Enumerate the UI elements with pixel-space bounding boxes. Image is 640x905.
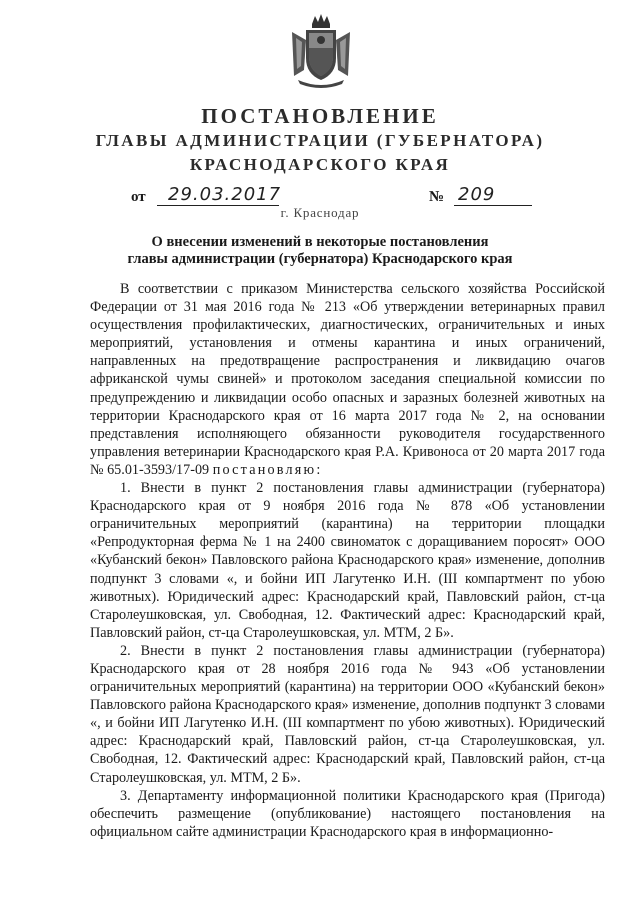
- decree-word: постановляю:: [212, 461, 323, 478]
- number-label: №: [429, 189, 445, 205]
- paragraph-1: 1. Внести в пункт 2 постановления главы администрации (губернатора) Краснодарского края от 9 ноября 2016 года № 878 «Об установлении ограничительных мероприятий (карантина) на территории площадки «Репродукторная ферма № 1 на 2400 свиноматок с доращиванием поросят» ООО «Кубанский бекон» Павловского района Краснодарского края» изменение, дополнив подпункт 3 словами «, и бойни ИП Лагутенко И.Н. (III компартмент по убою животных). Юридический адрес: Краснодарский край, Павловский район, ст-ца Старолеушковская, ул. Свободная, 12. Фактический адрес: Краснодарский край, Павловский район, ст-ца Старолеушковская, ул. МТМ, 2 Б».: [90, 480, 605, 641]
- title-line-2: главы администрации (губернатора) Краснодарского края: [127, 251, 513, 267]
- number-value: 209: [458, 184, 496, 205]
- title-line-1: О внесении изменений в некоторые постановления: [151, 234, 489, 250]
- region-heading: КРАСНОДАРСКОГО КРАЯ: [189, 155, 451, 174]
- paragraph-2: 2. Внести в пункт 2 постановления главы администрации (губернатора) Краснодарского края от 28 ноября 2016 года № 943 «Об установлении ограничительных мероприятий (карантина) на территории ООО «Кубанский бекон» Павловского района Краснодарского края» изменение, дополнив подпункт 3 словами «, и бойни ИП Лагутенко И.Н. (III компартмент по убою животных). Юридический адрес: Краснодарский край, Павловский район, ст-ца Старолеушковская, ул. Свободная, 12. Фактический адрес: Краснодарский край, Павловский район, ст-ца Старолеушковская, ул. МТМ, 2 Б».: [90, 642, 605, 786]
- document-type-heading: ПОСТАНОВЛЕНИЕ: [201, 104, 439, 128]
- document-title: [90, 234, 550, 268]
- document-body: [90, 280, 605, 841]
- intro-text: В соответствии с приказом Министерства сельского хозяйства Российской Федерации от 31 мая 2016 года № 213 «Об утверждении ветеринарных правил осуществления профилактических, диагностических, ограничительных и иных мероприятий, установления и отмены карантина и иных ограничений, направленных на предотвращение распространения и ликвидацию очагов африканской чумы свиней» и протоколом заседания специальной комиссии по предупреждению и ликвидации особо опасных и заразных болезней животных на территории Краснодарского края от 16 марта 2017 года № 2, на основании представления исполняющего обязанности руководителя государственного управления ветеринарии Краснодарского края Р.А. Кривоноса от 20 марта 2017 года № 65.01-3593/17-09: [90, 281, 605, 478]
- issuer-heading: ГЛАВЫ АДМИНИСТРАЦИИ (ГУБЕРНАТОРА): [95, 131, 545, 150]
- city-label: г. Краснодар: [280, 205, 360, 220]
- date-label: от: [131, 189, 146, 205]
- coat-of-arms-icon: [286, 10, 356, 90]
- intro-paragraph: [90, 280, 605, 479]
- date-value: 29.03.2017: [168, 184, 282, 205]
- paragraph-3: 3. Департаменту информационной политики Краснодарского края (Пригода) обеспечить размещение (опубликование) настоящего постановления на официальном сайте администрации Краснодарского края в информационно-: [90, 787, 605, 840]
